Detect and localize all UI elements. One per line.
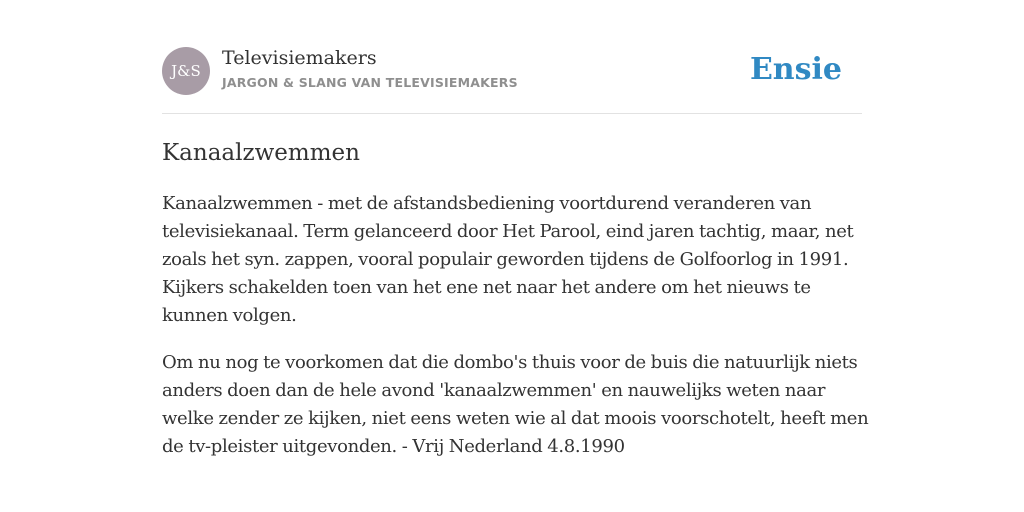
definition-line: Kanaalzwemmen - met de afstandsbediening voortdurend veranderen van bbox=[162, 193, 812, 214]
definition-line: Kijkers schakelden toen van het ene net naar het andere om het nieuws te bbox=[162, 277, 811, 298]
entry-header bbox=[162, 46, 862, 114]
source-name[interactable]: Televisiemakers bbox=[222, 47, 377, 69]
source-avatar[interactable]: J&S bbox=[162, 47, 210, 95]
definition-line: anders doen dan de hele avond 'kanaalzwemmen' en nauwelijks weten naar bbox=[162, 380, 826, 401]
definition-line: Om nu nog te voorkomen dat die dombo's thuis voor de buis die natuurlijk niets bbox=[162, 352, 858, 373]
entry-definition bbox=[162, 190, 869, 480]
definition-line: de tv-pleister uitgevonden. - Vrij Nederland 4.8.1990 bbox=[162, 436, 625, 457]
entry-term: Kanaalzwemmen bbox=[162, 140, 360, 166]
definition-line: welke zender ze kijken, niet eens weten wie al dat moois voorschotelt, heeft men bbox=[162, 408, 869, 429]
ensie-logo[interactable]: Ensie bbox=[749, 52, 842, 87]
source-subtitle[interactable]: JARGON & SLANG VAN TELEVISIEMAKERS bbox=[222, 75, 518, 90]
definition-line: kunnen volgen. bbox=[162, 305, 297, 326]
definition-line: zoals het syn. zappen, vooral populair geworden tijdens de Golfoorlog in 1991. bbox=[162, 249, 849, 270]
definition-paragraph-1 bbox=[162, 190, 862, 330]
definition-paragraph-2 bbox=[162, 349, 869, 461]
definition-line: televisiekanaal. Term gelanceerd door Het Parool, eind jaren tachtig, maar, net bbox=[162, 221, 854, 242]
